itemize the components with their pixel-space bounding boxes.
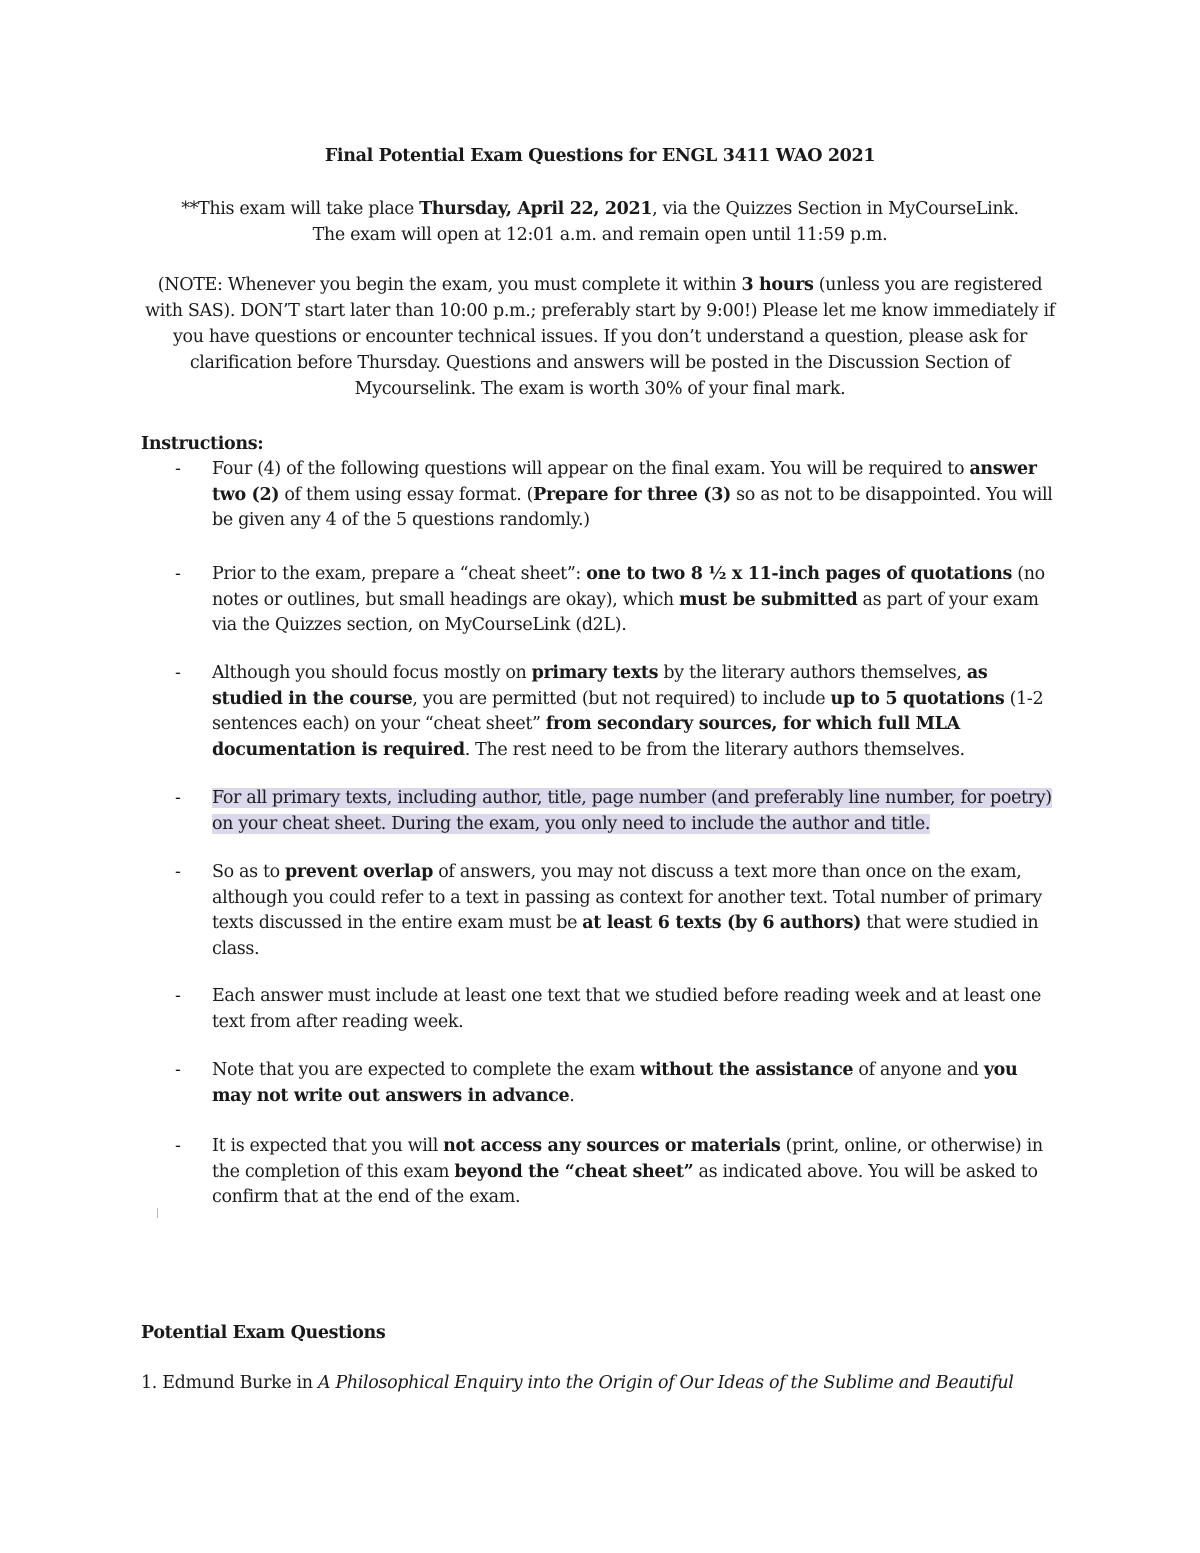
exam-date: Thursday, April 22, 2021: [419, 199, 653, 219]
instruction-text-3: Although you should focus mostly on primary texts by the literary authors themselves, as studied in the course, you are permitted (but not required) to include up to 5 quotations (1-2 sentences each) on your “cheat sheet” from secondary sources, for which full MLA documentation is required. The rest need to be from the literary authors themselves.: [212, 663, 1044, 760]
instruction-text-7: Note that you are expected to complete the exam without the assistance of anyone and you may not write out answers in advance.: [212, 1060, 1018, 1106]
bullet-dash: -: [175, 459, 181, 479]
instruction-text-4: [212, 786, 1060, 837]
instructions-heading: Instructions:: [141, 434, 264, 454]
paragraph-mark: [157, 1208, 158, 1218]
bullet-dash: -: [175, 663, 181, 683]
note-paragraph: [140, 272, 1060, 402]
instruction-text-2: Prior to the exam, prepare a “cheat sheet”: one to two 8 ½ x 11-inch pages of quotations (no notes or outlines, but small headings are okay), which must be submitted as part of your exam via the Quizzes section, on MyCourseLink (d2L).: [212, 564, 1045, 635]
question-1-text: 1. Edmund Burke in: [141, 1373, 318, 1393]
bullet-dash: -: [175, 1060, 181, 1080]
note-text-1: (NOTE: Whenever you begin the exam, you must complete it within: [157, 275, 742, 295]
instruction-text-5: So as to prevent overlap of answers, you may not discuss a text more than once on the exam, although you could refer to a text in passing as context for another text. Total number of primary texts discussed in the entire exam must be at least 6 texts (by 6 authors) that were studied in class.: [212, 862, 1042, 959]
bullet-dash: -: [175, 788, 181, 808]
instruction-text-8: It is expected that you will not access any sources or materials (print, online, or otherwise) in the completion of this exam beyond the “cheat sheet” as indicated above. You will be asked to confirm that at the end of the exam.: [212, 1136, 1043, 1207]
bullet-dash: -: [175, 862, 181, 882]
intro-text-1: **This exam will take place: [181, 199, 420, 219]
intro-text-2: , via the Quizzes Section in MyCourseLink.: [652, 199, 1019, 219]
note-text-2: (unless you are registered with SAS). DON’T start later than 10:00 p.m.; preferably start by 9:00!) Please let me know immediately if you have questions or encounter technical issues. If you don’t understand a question, please ask for clarification before Thursday. Questions and answers will be posted in the Discussion Section of Mycourselink. The exam is worth 30% of your final mark.: [145, 275, 1055, 399]
exam-date-paragraph: [140, 196, 1060, 248]
document-title: Final Potential Exam Questions for ENGL 3411 WAO 2021: [324, 146, 876, 166]
bullet-dash: -: [175, 1136, 181, 1156]
instruction-text-6: Each answer must include at least one text that we studied before reading week and at least one text from after reading week.: [212, 986, 1041, 1032]
question-1-title: A Philosophical Enquiry into the Origin of Our Ideas of the Sublime and Beautiful: [317, 1373, 1014, 1393]
exam-time-text: The exam will open at 12:01 a.m. and remain open until 11:59 p.m.: [312, 225, 888, 245]
questions-heading: Potential Exam Questions: [141, 1323, 386, 1343]
note-duration: 3 hours: [741, 275, 814, 295]
bullet-dash: -: [175, 986, 181, 1006]
instruction-text-1: Four (4) of the following questions will appear on the final exam. You will be required to answer two (2) of them using essay format. (Prepare for three (3) so as not to be disappointed. You will be given any 4 of the 5 questions randomly.): [212, 459, 1053, 530]
highlighted-text: For all primary texts, including author, title, page number (and preferably line number, for poetry) on your cheat sheet. During the exam, you only need to include the author and title.: [212, 788, 1052, 834]
bullet-dash: -: [175, 564, 181, 584]
question-1: [141, 1370, 1014, 1396]
